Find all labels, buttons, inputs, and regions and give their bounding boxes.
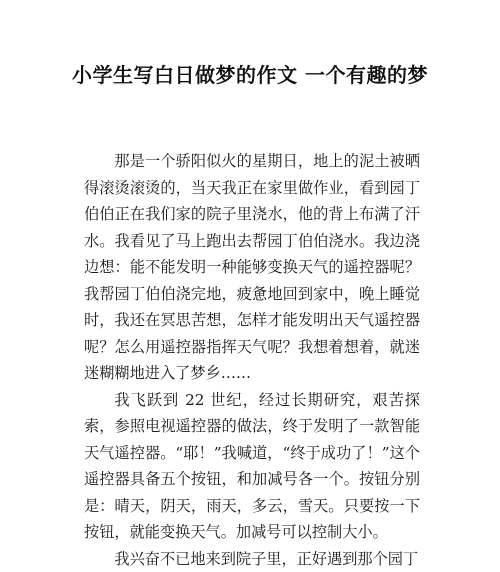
paragraph-2: 我飞跃到 22 世纪，经过长期研究，艰苦探索，参照电视遥控器的做法，终于发明了一款智能天气遥控器。“耶！”我喊道，“终于成功了！”这个遥控器具备五个按钮，和加减号各一个。按钮分别是：晴天，阴天，雨天，多云，雪天。只要按一下按钮，就能变换天气。加减号可以控制大小。 — [84, 387, 420, 546]
paragraph-1: 那是一个骄阳似火的星期日，地上的泥土被晒得滚烫滚烫的，当天我正在家里做作业，看到园丁伯伯正在我们家的院子里浇水，他的背上布满了汗水。我看见了马上跑出去帮园丁伯伯浇水。我边浇边想：能不能发明一种能够变换天气的遥控器呢？我帮园丁伯伯浇完地，疲惫地回到家中，晚上睡觉时，我还在冥思苦想，怎样才能发明出天气遥控器呢？怎么用遥控器指挥天气呢？我想着想着，就迷迷糊糊地进入了梦乡…… — [84, 148, 420, 387]
paragraph-3: 我兴奋不已地来到院子里，正好遇到那个园丁 — [84, 546, 420, 572]
article-title: 小学生写白日做梦的作文 一个有趣的梦 — [70, 62, 430, 88]
article-body — [84, 148, 420, 572]
